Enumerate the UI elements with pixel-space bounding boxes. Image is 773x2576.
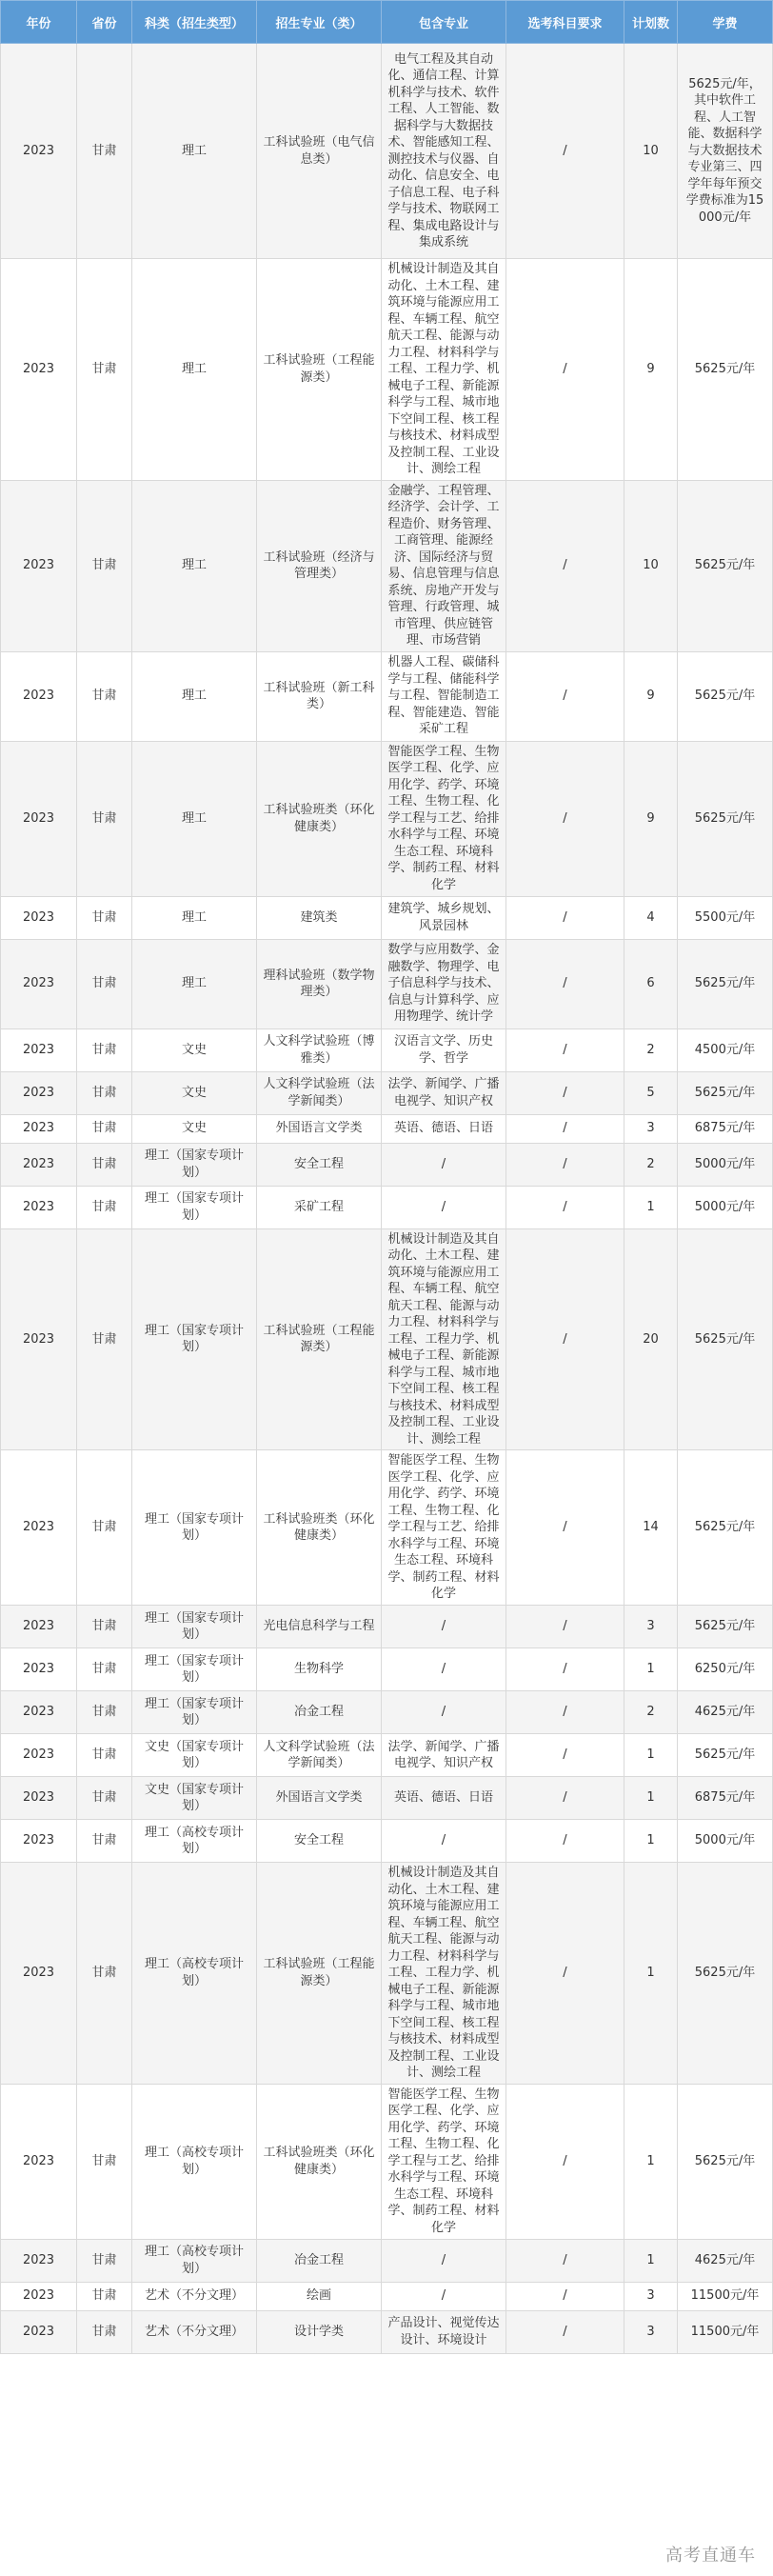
cell-included-majors: 电气工程及其自动化、通信工程、计算机科学与技术、软件工程、人工智能、数据科学与大数据技术、智能感知工程、测控技术与仪器、自动化、信息安全、电子信息工程、电子科学与技术、物联网工程、集成电路设计与集成系统 xyxy=(382,44,506,259)
cell-category: 艺术（不分文理） xyxy=(132,2282,257,2310)
cell-tuition: 4625元/年 xyxy=(678,1691,773,1734)
cell-year: 2023 xyxy=(1,2282,77,2310)
cell-year: 2023 xyxy=(1,939,77,1028)
cell-major: 生物科学 xyxy=(257,1648,382,1691)
cell-plan-count: 1 xyxy=(624,2084,678,2239)
table-row xyxy=(1,44,773,259)
table-header-row xyxy=(1,1,773,44)
header-included-majors: 包含专业 xyxy=(382,1,506,44)
cell-plan-count: 2 xyxy=(624,1028,678,1071)
cell-major: 安全工程 xyxy=(257,1820,382,1863)
table-row xyxy=(1,741,773,896)
cell-category: 文史 xyxy=(132,1071,257,1114)
cell-subject-requirement: / xyxy=(506,1648,624,1691)
cell-province: 甘肃 xyxy=(77,2084,132,2239)
cell-category: 理工（国家专项计划） xyxy=(132,1450,257,1606)
cell-major: 工科试验班类（环化健康类） xyxy=(257,2084,382,2239)
cell-subject-requirement: / xyxy=(506,2084,624,2239)
cell-category: 理工 xyxy=(132,741,257,896)
cell-tuition: 5625元/年 xyxy=(678,1071,773,1114)
table-row xyxy=(1,1606,773,1648)
cell-subject-requirement: / xyxy=(506,939,624,1028)
cell-tuition: 5625元/年 xyxy=(678,1734,773,1777)
table-row xyxy=(1,939,773,1028)
cell-year: 2023 xyxy=(1,896,77,939)
cell-province: 甘肃 xyxy=(77,1820,132,1863)
cell-major: 外国语言文学类 xyxy=(257,1777,382,1820)
cell-plan-count: 3 xyxy=(624,2282,678,2310)
cell-major: 人文科学试验班（博雅类） xyxy=(257,1028,382,1071)
table-row xyxy=(1,651,773,741)
cell-province: 甘肃 xyxy=(77,1028,132,1071)
table-row xyxy=(1,1114,773,1143)
table-row xyxy=(1,1777,773,1820)
cell-plan-count: 20 xyxy=(624,1228,678,1450)
cell-subject-requirement: / xyxy=(506,1863,624,2085)
cell-year: 2023 xyxy=(1,1114,77,1143)
cell-tuition: 5000元/年 xyxy=(678,1820,773,1863)
cell-tuition: 5625元/年 xyxy=(678,480,773,651)
cell-subject-requirement: / xyxy=(506,1143,624,1186)
cell-province: 甘肃 xyxy=(77,259,132,481)
cell-tuition: 4625元/年 xyxy=(678,2239,773,2282)
cell-year: 2023 xyxy=(1,1777,77,1820)
cell-category: 理工 xyxy=(132,480,257,651)
cell-subject-requirement: / xyxy=(506,2239,624,2282)
cell-plan-count: 10 xyxy=(624,44,678,259)
cell-included-majors: 机械设计制造及其自动化、土木工程、建筑环境与能源应用工程、车辆工程、航空航天工程、能源与动力工程、材料科学与工程、工程力学、机械电子工程、新能源科学与工程、城市地下空间工程、核工程与核技术、材料成型及控制工程、工业设计、测绘工程 xyxy=(382,1863,506,2085)
table-row xyxy=(1,2084,773,2239)
cell-tuition: 5000元/年 xyxy=(678,1186,773,1228)
cell-tuition: 5625元/年 xyxy=(678,1863,773,2085)
cell-subject-requirement: / xyxy=(506,741,624,896)
cell-major: 光电信息科学与工程 xyxy=(257,1606,382,1648)
cell-province: 甘肃 xyxy=(77,1186,132,1228)
cell-plan-count: 9 xyxy=(624,741,678,896)
cell-plan-count: 1 xyxy=(624,1820,678,1863)
cell-major: 理科试验班（数学物理类） xyxy=(257,939,382,1028)
cell-year: 2023 xyxy=(1,651,77,741)
cell-category: 理工（高校专项计划） xyxy=(132,1820,257,1863)
cell-category: 理工（国家专项计划） xyxy=(132,1143,257,1186)
table-row xyxy=(1,896,773,939)
cell-major: 工科试验班类（环化健康类） xyxy=(257,1450,382,1606)
cell-province: 甘肃 xyxy=(77,896,132,939)
cell-year: 2023 xyxy=(1,2239,77,2282)
cell-category: 理工 xyxy=(132,939,257,1028)
cell-category: 理工（高校专项计划） xyxy=(132,2239,257,2282)
table-row xyxy=(1,1820,773,1863)
cell-plan-count: 3 xyxy=(624,2310,678,2353)
cell-included-majors: 智能医学工程、生物医学工程、化学、应用化学、药学、环境工程、生物工程、化学工程与工艺、给排水科学与工程、环境生态工程、环境科学、制药工程、材料化学 xyxy=(382,1450,506,1606)
cell-category: 文史（国家专项计划） xyxy=(132,1734,257,1777)
cell-plan-count: 9 xyxy=(624,259,678,481)
cell-tuition: 5625元/年 xyxy=(678,1606,773,1648)
table-row xyxy=(1,2282,773,2310)
cell-major: 绘画 xyxy=(257,2282,382,2310)
cell-subject-requirement: / xyxy=(506,2310,624,2353)
cell-year: 2023 xyxy=(1,1450,77,1606)
cell-tuition: 6875元/年 xyxy=(678,1114,773,1143)
cell-major: 设计学类 xyxy=(257,2310,382,2353)
table-row xyxy=(1,1863,773,2085)
cell-major: 工科试验班类（环化健康类） xyxy=(257,741,382,896)
cell-major: 外国语言文学类 xyxy=(257,1114,382,1143)
cell-province: 甘肃 xyxy=(77,1734,132,1777)
cell-subject-requirement: / xyxy=(506,1450,624,1606)
cell-included-majors: / xyxy=(382,1648,506,1691)
table-row xyxy=(1,1450,773,1606)
cell-province: 甘肃 xyxy=(77,1071,132,1114)
cell-plan-count: 14 xyxy=(624,1450,678,1606)
cell-subject-requirement: / xyxy=(506,651,624,741)
cell-tuition: 5625元/年 xyxy=(678,1450,773,1606)
cell-province: 甘肃 xyxy=(77,480,132,651)
cell-included-majors: / xyxy=(382,1820,506,1863)
cell-province: 甘肃 xyxy=(77,1648,132,1691)
cell-plan-count: 1 xyxy=(624,1734,678,1777)
cell-province: 甘肃 xyxy=(77,1114,132,1143)
cell-category: 理工（高校专项计划） xyxy=(132,1863,257,2085)
cell-included-majors: 英语、德语、日语 xyxy=(382,1777,506,1820)
cell-included-majors: 建筑学、城乡规划、风景园林 xyxy=(382,896,506,939)
cell-included-majors: / xyxy=(382,2282,506,2310)
cell-plan-count: 1 xyxy=(624,1863,678,2085)
cell-included-majors: 法学、新闻学、广播电视学、知识产权 xyxy=(382,1734,506,1777)
cell-province: 甘肃 xyxy=(77,1691,132,1734)
cell-year: 2023 xyxy=(1,1734,77,1777)
cell-included-majors: 英语、德语、日语 xyxy=(382,1114,506,1143)
cell-included-majors: 智能医学工程、生物医学工程、化学、应用化学、药学、环境工程、生物工程、化学工程与工艺、给排水科学与工程、环境生态工程、环境科学、制药工程、材料化学 xyxy=(382,741,506,896)
cell-major: 人文科学试验班（法学新闻类） xyxy=(257,1734,382,1777)
header-subject-requirement: 选考科目要求 xyxy=(506,1,624,44)
cell-tuition: 11500元/年 xyxy=(678,2310,773,2353)
cell-year: 2023 xyxy=(1,1606,77,1648)
table-row xyxy=(1,1071,773,1114)
cell-plan-count: 2 xyxy=(624,1691,678,1734)
cell-province: 甘肃 xyxy=(77,1606,132,1648)
cell-year: 2023 xyxy=(1,1691,77,1734)
cell-subject-requirement: / xyxy=(506,896,624,939)
cell-year: 2023 xyxy=(1,44,77,259)
cell-category: 文史 xyxy=(132,1028,257,1071)
cell-subject-requirement: / xyxy=(506,1691,624,1734)
cell-tuition: 5625元/年 xyxy=(678,939,773,1028)
table-row xyxy=(1,2239,773,2282)
cell-province: 甘肃 xyxy=(77,939,132,1028)
table-row xyxy=(1,1143,773,1186)
cell-tuition: 5625元/年 xyxy=(678,741,773,896)
cell-province: 甘肃 xyxy=(77,1228,132,1450)
cell-included-majors: 机械设计制造及其自动化、土木工程、建筑环境与能源应用工程、车辆工程、航空航天工程、能源与动力工程、材料科学与工程、工程力学、机械电子工程、新能源科学与工程、城市地下空间工程、核工程与核技术、材料成型及控制工程、工业设计、测绘工程 xyxy=(382,259,506,481)
header-year: 年份 xyxy=(1,1,77,44)
cell-category: 理工（国家专项计划） xyxy=(132,1606,257,1648)
cell-tuition: 11500元/年 xyxy=(678,2282,773,2310)
cell-tuition: 5625元/年 xyxy=(678,2084,773,2239)
cell-year: 2023 xyxy=(1,1028,77,1071)
cell-included-majors: / xyxy=(382,2239,506,2282)
header-category: 科类（招生类型） xyxy=(132,1,257,44)
cell-tuition: 6875元/年 xyxy=(678,1777,773,1820)
cell-category: 理工（国家专项计划） xyxy=(132,1691,257,1734)
cell-major: 采矿工程 xyxy=(257,1186,382,1228)
cell-plan-count: 1 xyxy=(624,1777,678,1820)
cell-category: 理工 xyxy=(132,44,257,259)
cell-tuition: 5625元/年 xyxy=(678,259,773,481)
cell-plan-count: 1 xyxy=(624,1186,678,1228)
cell-major: 建筑类 xyxy=(257,896,382,939)
cell-province: 甘肃 xyxy=(77,2282,132,2310)
cell-category: 理工 xyxy=(132,896,257,939)
cell-included-majors: 汉语言文学、历史学、哲学 xyxy=(382,1028,506,1071)
cell-category: 理工 xyxy=(132,259,257,481)
cell-year: 2023 xyxy=(1,480,77,651)
header-plan-count: 计划数 xyxy=(624,1,678,44)
cell-subject-requirement: / xyxy=(506,1228,624,1450)
cell-included-majors: 法学、新闻学、广播电视学、知识产权 xyxy=(382,1071,506,1114)
table-row xyxy=(1,1734,773,1777)
cell-category: 文史 xyxy=(132,1114,257,1143)
cell-included-majors: / xyxy=(382,1606,506,1648)
cell-plan-count: 1 xyxy=(624,2239,678,2282)
header-province: 省份 xyxy=(77,1,132,44)
table-row xyxy=(1,1691,773,1734)
cell-tuition: 5500元/年 xyxy=(678,896,773,939)
table-row xyxy=(1,1228,773,1450)
table-body xyxy=(1,44,773,2354)
cell-included-majors: / xyxy=(382,1186,506,1228)
cell-year: 2023 xyxy=(1,1186,77,1228)
cell-tuition: 4500元/年 xyxy=(678,1028,773,1071)
cell-tuition: 5625元/年 xyxy=(678,1228,773,1450)
header-tuition: 学费 xyxy=(678,1,773,44)
cell-plan-count: 3 xyxy=(624,1606,678,1648)
cell-plan-count: 6 xyxy=(624,939,678,1028)
cell-included-majors: 机械设计制造及其自动化、土木工程、建筑环境与能源应用工程、车辆工程、航空航天工程、能源与动力工程、材料科学与工程、工程力学、机械电子工程、新能源科学与工程、城市地下空间工程、核工程与核技术、材料成型及控制工程、工业设计、测绘工程 xyxy=(382,1228,506,1450)
cell-included-majors: 机器人工程、碳储科学与工程、储能科学与工程、智能制造工程、智能建造、智能采矿工程 xyxy=(382,651,506,741)
cell-major: 工科试验班（经济与管理类） xyxy=(257,480,382,651)
table-row xyxy=(1,1186,773,1228)
cell-major: 工科试验班（工程能源类） xyxy=(257,1228,382,1450)
cell-subject-requirement: / xyxy=(506,1734,624,1777)
table-row xyxy=(1,2310,773,2353)
cell-tuition: 5625元/年 xyxy=(678,651,773,741)
cell-province: 甘肃 xyxy=(77,651,132,741)
cell-subject-requirement: / xyxy=(506,480,624,651)
cell-subject-requirement: / xyxy=(506,259,624,481)
cell-province: 甘肃 xyxy=(77,1777,132,1820)
cell-major: 人文科学试验班（法学新闻类） xyxy=(257,1071,382,1114)
cell-major: 冶金工程 xyxy=(257,2239,382,2282)
table-row xyxy=(1,1028,773,1071)
watermark: 高考直通车 xyxy=(665,2546,756,2566)
cell-subject-requirement: / xyxy=(506,2282,624,2310)
table-row xyxy=(1,480,773,651)
cell-major: 冶金工程 xyxy=(257,1691,382,1734)
cell-province: 甘肃 xyxy=(77,1143,132,1186)
cell-tuition: 5000元/年 xyxy=(678,1143,773,1186)
cell-province: 甘肃 xyxy=(77,2239,132,2282)
cell-province: 甘肃 xyxy=(77,1450,132,1606)
cell-plan-count: 3 xyxy=(624,1114,678,1143)
cell-included-majors: / xyxy=(382,1143,506,1186)
cell-province: 甘肃 xyxy=(77,1863,132,2085)
cell-province: 甘肃 xyxy=(77,44,132,259)
cell-subject-requirement: / xyxy=(506,1071,624,1114)
cell-category: 理工（国家专项计划） xyxy=(132,1648,257,1691)
cell-included-majors: 产品设计、视觉传达设计、环境设计 xyxy=(382,2310,506,2353)
cell-major: 工科试验班（工程能源类） xyxy=(257,259,382,481)
table-row xyxy=(1,1648,773,1691)
cell-year: 2023 xyxy=(1,1863,77,2085)
cell-year: 2023 xyxy=(1,1648,77,1691)
cell-province: 甘肃 xyxy=(77,741,132,896)
cell-included-majors: 金融学、工程管理、经济学、会计学、工程造价、财务管理、工商管理、能源经济、国际经济与贸易、信息管理与信息系统、房地产开发与管理、行政管理、城市管理、供应链管理、市场营销 xyxy=(382,480,506,651)
cell-subject-requirement: / xyxy=(506,1114,624,1143)
cell-included-majors: 智能医学工程、生物医学工程、化学、应用化学、药学、环境工程、生物工程、化学工程与工艺、给排水科学与工程、环境生态工程、环境科学、制药工程、材料化学 xyxy=(382,2084,506,2239)
cell-category: 理工 xyxy=(132,651,257,741)
cell-major: 工科试验班（电气信息类） xyxy=(257,44,382,259)
cell-plan-count: 9 xyxy=(624,651,678,741)
cell-plan-count: 5 xyxy=(624,1071,678,1114)
cell-year: 2023 xyxy=(1,259,77,481)
table-row xyxy=(1,259,773,481)
cell-province: 甘肃 xyxy=(77,2310,132,2353)
cell-tuition: 6250元/年 xyxy=(678,1648,773,1691)
cell-major: 工科试验班（新工科类） xyxy=(257,651,382,741)
cell-plan-count: 10 xyxy=(624,480,678,651)
cell-year: 2023 xyxy=(1,1071,77,1114)
cell-year: 2023 xyxy=(1,1820,77,1863)
cell-year: 2023 xyxy=(1,1143,77,1186)
cell-plan-count: 2 xyxy=(624,1143,678,1186)
header-major: 招生专业（类） xyxy=(257,1,382,44)
cell-year: 2023 xyxy=(1,2310,77,2353)
cell-major: 工科试验班（工程能源类） xyxy=(257,1863,382,2085)
cell-included-majors: / xyxy=(382,1691,506,1734)
cell-plan-count: 4 xyxy=(624,896,678,939)
cell-included-majors: 数学与应用数学、金融数学、物理学、电子信息科学与技术、信息与计算科学、应用物理学、统计学 xyxy=(382,939,506,1028)
cell-subject-requirement: / xyxy=(506,1777,624,1820)
cell-subject-requirement: / xyxy=(506,1820,624,1863)
cell-subject-requirement: / xyxy=(506,44,624,259)
cell-category: 理工（国家专项计划） xyxy=(132,1186,257,1228)
cell-year: 2023 xyxy=(1,2084,77,2239)
cell-plan-count: 1 xyxy=(624,1648,678,1691)
cell-subject-requirement: / xyxy=(506,1186,624,1228)
cell-subject-requirement: / xyxy=(506,1028,624,1071)
cell-subject-requirement: / xyxy=(506,1606,624,1648)
cell-major: 安全工程 xyxy=(257,1143,382,1186)
cell-category: 文史（国家专项计划） xyxy=(132,1777,257,1820)
cell-category: 艺术（不分文理） xyxy=(132,2310,257,2353)
cell-year: 2023 xyxy=(1,741,77,896)
cell-year: 2023 xyxy=(1,1228,77,1450)
cell-tuition: 5625元/年，其中软件工程、人工智能、数据科学与大数据技术专业第三、四学年每年预交学费标准为15000元/年 xyxy=(678,44,773,259)
cell-category: 理工（高校专项计划） xyxy=(132,2084,257,2239)
cell-category: 理工（国家专项计划） xyxy=(132,1228,257,1450)
